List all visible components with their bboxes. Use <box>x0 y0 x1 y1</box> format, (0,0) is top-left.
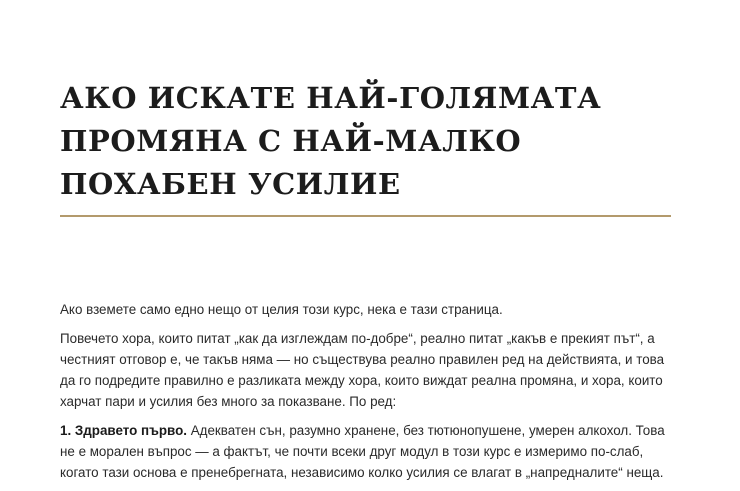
page-title-line-2: ПРОМЯНА С НАЙ-МАЛКО <box>60 124 522 158</box>
step-1-text: Адекватен сън, разумно хранене, без тютюнопушене, умерен алкохол. Това не е морален въпрос — а фактът, че почти всеки друг модул в този курс е измеримо по-слаб, когато тази основа е пренебрегната, независимо колко усилия се влагат в „напредналите“ неща. <box>60 423 665 480</box>
intro-text: Ако вземете само едно нещо от целия този курс, нека е тази страница. <box>60 302 503 317</box>
context-text: Повечето хора, които питат „как да изглеждам по-добре“, реално питат „какъв е прекият път“, а честният отговор е, че такъв няма — но съществува реално правилен ред на действията, и това да го подредите правилно е разликата между хора, които виждат реална промяна, и хора, които харчат пари и усилия без много за показване. По ред: <box>60 331 665 409</box>
page-title <box>60 77 672 206</box>
step-1-heading: 1. Здравето първо. <box>60 423 187 438</box>
page-title-line-1: АКО ИСКАТЕ НАЙ-ГОЛЯМАТА <box>60 81 602 115</box>
context-paragraph <box>60 328 672 412</box>
page-title-line-3: ПОХАБЕН УСИЛИЕ <box>60 167 401 201</box>
intro-paragraph <box>60 299 672 320</box>
title-divider <box>60 215 671 217</box>
body-text <box>60 299 672 491</box>
step-1-paragraph <box>60 420 672 483</box>
